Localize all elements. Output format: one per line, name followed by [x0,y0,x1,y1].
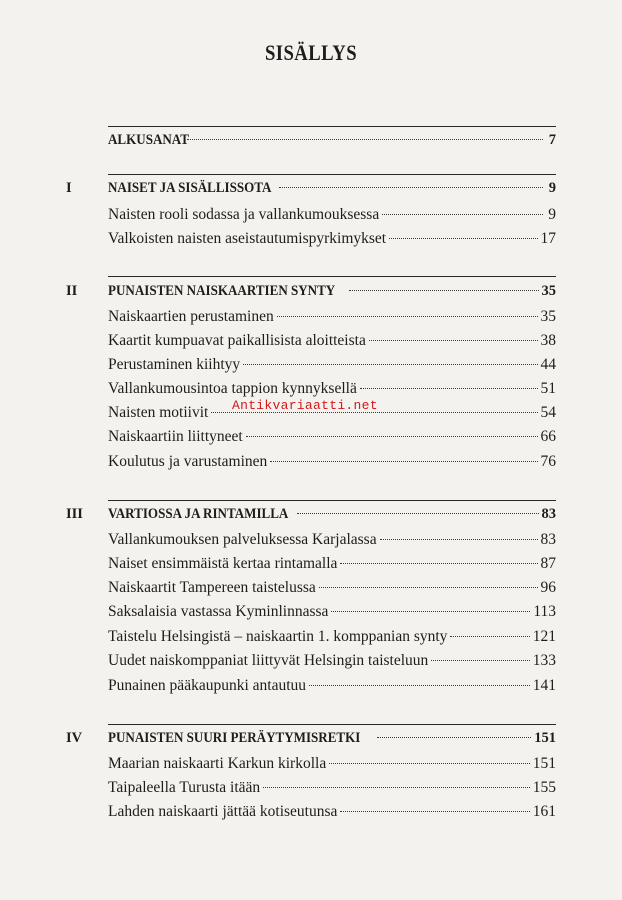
toc-entry-label: Taipaleella Turusta itään [108,779,261,796]
section-rule [108,724,556,725]
dot-leader [270,461,537,462]
dot-leader [277,316,538,317]
toc-entry [108,426,556,448]
toc-chapter-heading [108,503,556,525]
toc-preface [108,129,556,151]
toc-page-number: 38 [540,332,556,349]
dot-leader [263,787,530,788]
dot-leader [243,364,537,365]
toc-heading-label: PUNAISTEN NAISKAARTIEN SYNTY [108,283,336,299]
toc-entry [108,378,556,400]
chapter-number: I [66,180,72,196]
dot-leader [331,611,530,612]
toc-page-number: 7 [548,132,556,148]
toc-entry-label: Lahden naiskaarti jättää kotiseutunsa [108,803,338,820]
toc-heading-label: PUNAISTEN SUURI PERÄYTYMISRETKI [108,730,361,746]
toc-page-number: 51 [540,380,556,397]
chapter-number: III [66,506,83,522]
toc-chapter-heading [108,727,556,749]
dot-leader [450,636,529,637]
section-rule [108,276,556,277]
page-title: SISÄLLYS [264,40,358,65]
toc-heading-label: VARTIOSSA JA RINTAMILLA [108,506,289,522]
dot-leader [187,139,543,140]
toc-chapter-heading [108,280,556,302]
toc-entry-label: Naiskaartit Tampereen taistelussa [108,579,316,596]
toc-entry-label: Naisten motiivit [108,404,209,421]
dot-leader [329,763,530,764]
toc-page-number: 96 [540,579,556,596]
toc-page-number: 17 [540,230,556,247]
chapter-number: II [66,283,78,299]
toc-page-number: 76 [540,453,556,470]
toc-entry [108,650,556,672]
toc-entry-label: Maarian naiskaarti Karkun kirkolla [108,755,327,772]
toc-entry-label: Naiset ensimmäistä kertaa rintamalla [108,555,338,572]
toc-entry-label: Vallankumouksen palveluksessa Karjalassa [108,531,377,548]
dot-leader [309,685,530,686]
toc-entry [108,626,556,648]
dot-leader [279,187,543,188]
toc-entry [108,228,556,250]
toc-entry-label: Kaartit kumpuavat paikallisista aloitteista [108,332,366,349]
section-rule [108,174,556,175]
dot-leader [340,811,529,812]
toc-page-number: 113 [533,603,556,620]
toc-entry [108,529,556,551]
dot-leader [382,214,543,215]
toc-page-number: 141 [532,677,556,694]
dot-leader [297,513,538,514]
section-rule [108,500,556,501]
toc-entry-label: Saksalaisia vastassa Kyminlinnassa [108,603,329,620]
toc-entry [108,577,556,599]
toc-entry [108,354,556,376]
toc-entry-label: Naiskaartien perustaminen [108,308,274,325]
toc-entry [108,451,556,473]
toc-entry [108,601,556,623]
toc-entry-label: Naiskaartiin liittyneet [108,428,243,445]
dot-leader [349,290,538,291]
toc-page-number: 133 [532,652,556,669]
toc-entry [108,753,556,775]
toc-page-number: 9 [548,180,556,196]
toc-entry [108,801,556,823]
toc-page-number: 83 [541,506,556,522]
toc-entry [108,553,556,575]
toc-page-number: 35 [540,308,556,325]
toc-entry [108,306,556,328]
toc-page-number: 121 [532,628,556,645]
toc-page-number: 44 [540,356,556,373]
toc-entry-label: Uudet naiskomppaniat liittyvät Helsingin taisteluun [108,652,429,669]
toc-page-number: 83 [540,531,556,548]
toc-page-number: 161 [532,803,556,820]
toc-page-number: 87 [540,555,556,572]
toc-entry-label: Taistelu Helsingistä – naiskaartin 1. komppanian synty [108,628,448,645]
toc-entry [108,777,556,799]
toc-page-number: 151 [534,730,556,746]
toc-entry-label: Naisten rooli sodassa ja vallankumouksessa [108,206,380,223]
dot-leader [431,660,529,661]
toc-page-number: 151 [532,755,556,772]
dot-leader [360,388,538,389]
toc-heading-label: NAISET JA SISÄLLISSOTA [108,180,272,196]
toc-page-number: 35 [541,283,556,299]
toc-page-number: 9 [548,206,556,223]
toc-page-number: 155 [532,779,556,796]
dot-leader [340,563,537,564]
dot-leader [377,737,531,738]
dot-leader [380,539,538,540]
toc-entry [108,675,556,697]
toc-page-number: 66 [540,428,556,445]
section-rule [108,126,556,127]
toc-entry-label: Koulutus ja varustaminen [108,453,268,470]
dot-leader [369,340,538,341]
dot-leader [319,587,538,588]
watermark-text: Antikvariaatti.net [232,398,378,413]
toc-entry-label: Valkoisten naisten aseistautumispyrkimykset [108,230,387,247]
toc-entry [108,204,556,226]
dot-leader [246,436,538,437]
dot-leader [389,238,537,239]
toc-chapter-heading [108,177,556,199]
toc-entry-label: Punainen pääkaupunki antautuu [108,677,307,694]
toc-entry-label: Perustaminen kiihtyy [108,356,241,373]
toc-page-number: 54 [540,404,556,421]
toc-heading-label: ALKUSANAT [108,132,189,148]
toc-entry [108,330,556,352]
toc-entry-label: Vallankumousintoa tappion kynnyksellä [108,380,357,397]
chapter-number: IV [66,730,83,746]
